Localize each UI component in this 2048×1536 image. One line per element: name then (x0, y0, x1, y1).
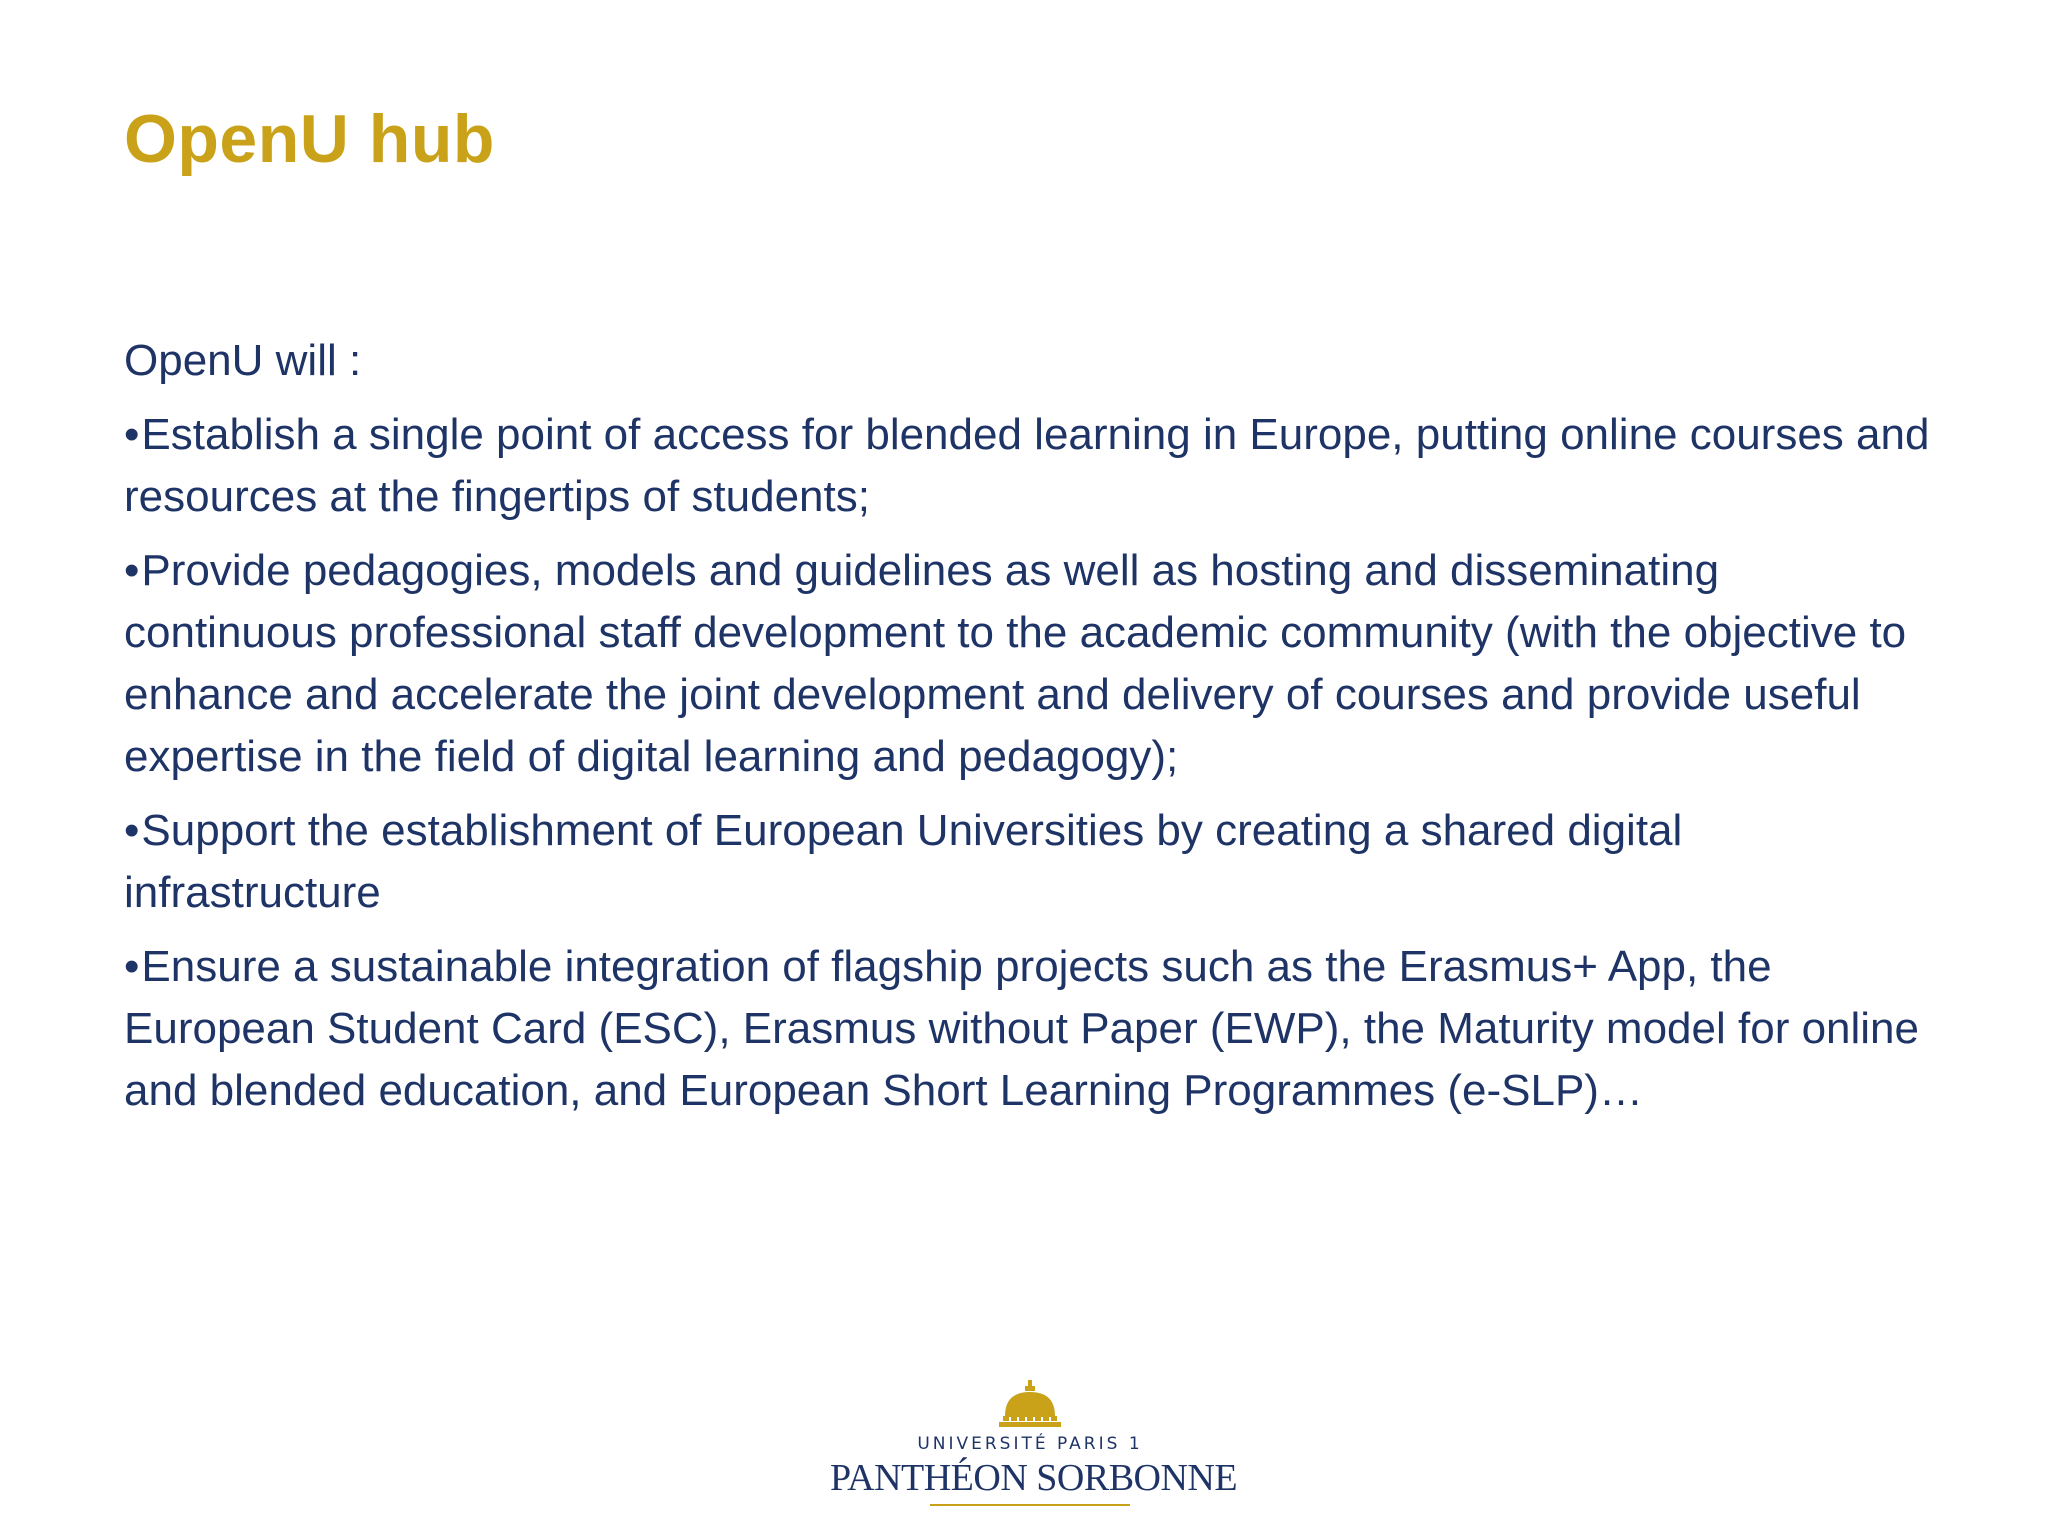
logo-text-university: UNIVERSITÉ PARIS 1 (917, 1434, 1143, 1454)
bullet-marker: • (124, 942, 140, 991)
logo-underline (930, 1504, 1130, 1506)
bullet-item (124, 540, 1944, 788)
university-logo (830, 1378, 1238, 1518)
intro-text: OpenU will : (124, 336, 362, 385)
slide-title: OpenU hub (124, 101, 495, 177)
bullet-marker: • (124, 806, 140, 855)
bullet-item (124, 800, 1944, 924)
bullet-marker: • (124, 546, 140, 595)
bullet-text: Support the establishment of European Universities by creating a shared digital infrastructure (124, 806, 1683, 917)
bullet-text: Establish a single point of access for blended learning in Europe, putting online courses and resources at the fingertips of students; (124, 410, 1930, 521)
bullet-marker: • (124, 410, 140, 459)
pantheon-dome-icon (995, 1378, 1065, 1428)
bullet-text: Provide pedagogies, models and guidelines as well as hosting and disseminating continuous professional staff development to the academic community (with the objective to enhance and accelerate the joint development and delivery of courses and provide useful expertise in the field of digital learning and pedagogy); (124, 546, 1907, 781)
bullet-item (124, 936, 1944, 1122)
logo-text-name: PANTHÉON SORBONNE (830, 1457, 1238, 1499)
slide-body (124, 330, 1944, 1134)
bullet-item (124, 404, 1944, 528)
bullet-text: Ensure a sustainable integration of flagship projects such as the Erasmus+ App, the European Student Card (ESC), Erasmus without Paper (EWP), the Maturity model for online and blended education, and European Short Learning Programmes (e-SLP)… (124, 942, 1919, 1115)
